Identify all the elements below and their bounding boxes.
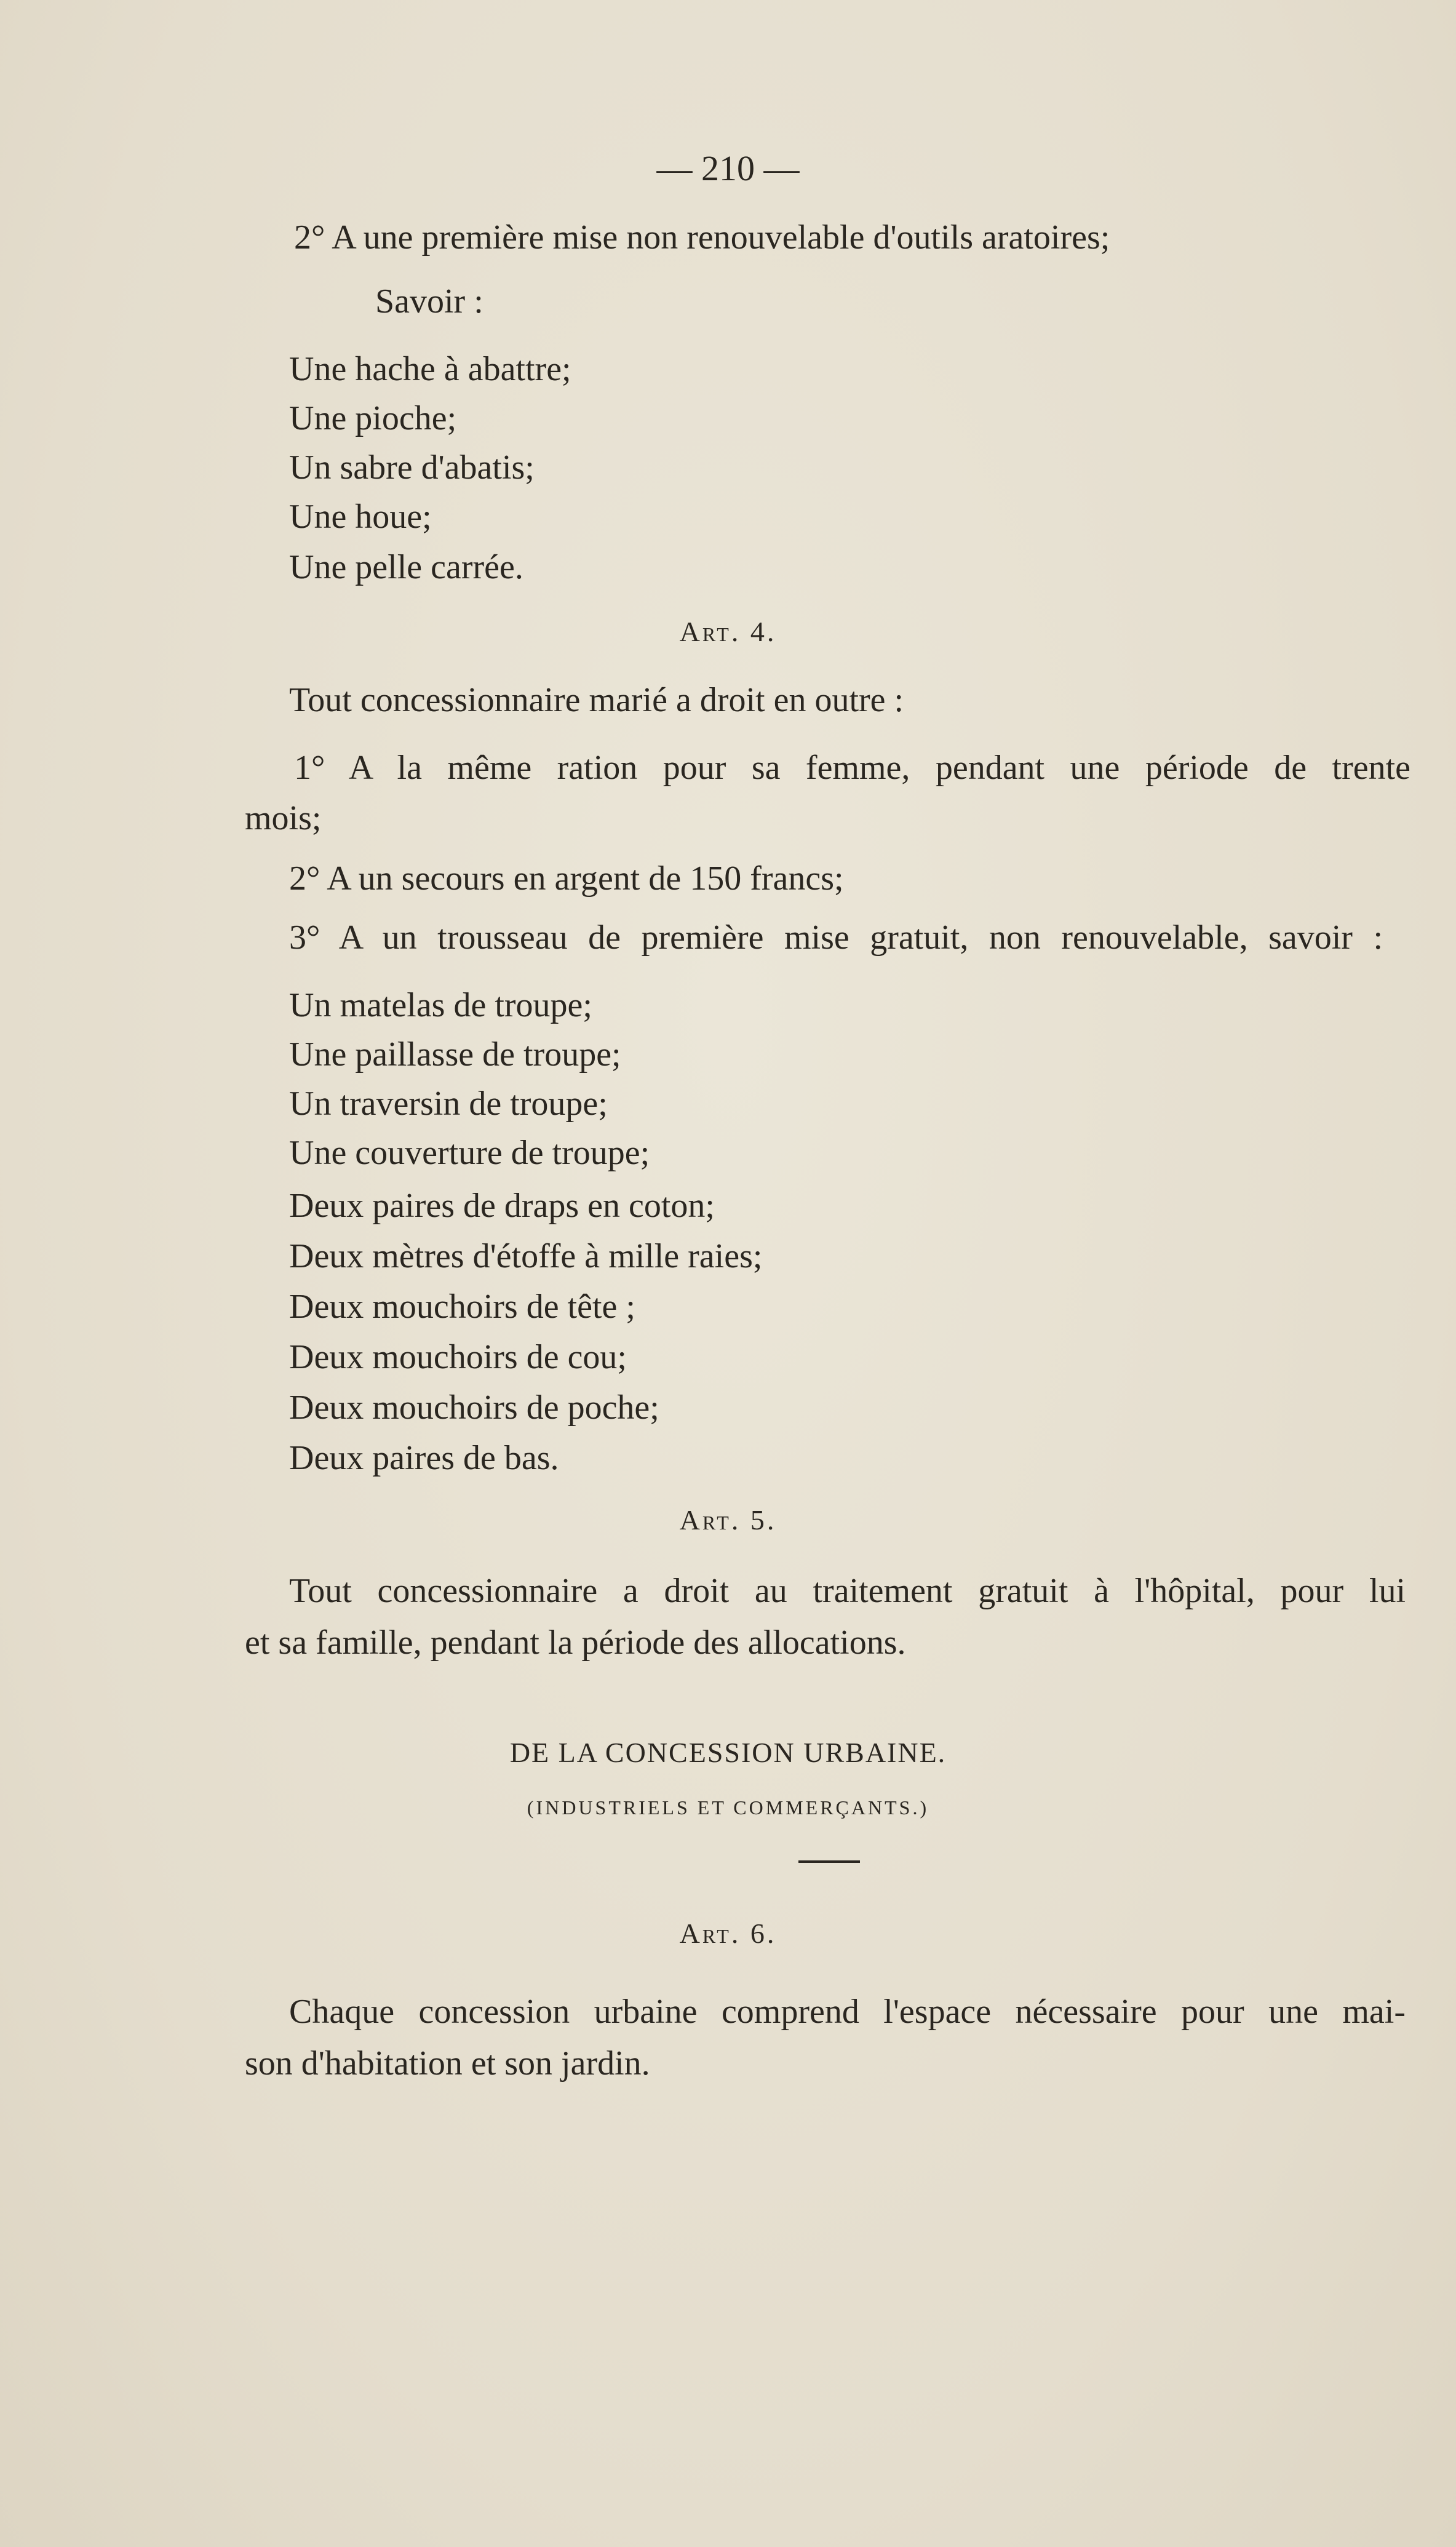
text-line: 1° A la même ration pour sa femme, pendant une période de trente	[294, 749, 1410, 787]
section-subtitle: (INDUSTRIELS ET COMMERÇANTS.)	[527, 1796, 929, 1819]
text-line: Chaque concession urbaine comprend l'espace nécessaire pour une mai-	[289, 1993, 1406, 2031]
list-item: Deux paires de bas.	[289, 1439, 559, 1477]
list-item: Une paillasse de troupe;	[289, 1035, 621, 1074]
list-item: Une pelle carrée.	[289, 548, 523, 586]
text-line: son d'habitation et son jardin.	[245, 2044, 650, 2083]
text-line: 2° A un secours en argent de 150 francs;	[289, 859, 844, 898]
list-item: Deux paires de draps en coton;	[289, 1187, 715, 1225]
list-item: Un matelas de troupe;	[289, 986, 592, 1024]
text-line: 3° A un trousseau de première mise gratuit, non renouvelable, savoir :	[289, 919, 1383, 957]
article-heading	[0, 615, 1456, 648]
list-item: Un sabre d'abatis;	[289, 448, 535, 487]
list-item: Une hache à abattre;	[289, 350, 571, 388]
text-line: 2° A une première mise non renouvelable d'outils aratoires;	[294, 218, 1110, 257]
list-item: Un traversin de troupe;	[289, 1085, 608, 1123]
text-line: Tout concessionnaire marié a droit en outre :	[289, 681, 904, 719]
page-number: — 210 —	[656, 148, 800, 188]
divider	[798, 1860, 860, 1863]
list-item: Deux mouchoirs de tête ;	[289, 1288, 635, 1326]
list-item: Une houe;	[289, 498, 432, 536]
list-item: Deux mouchoirs de cou;	[289, 1338, 627, 1376]
article-heading	[0, 1504, 1456, 1536]
article-label: Art. 5.	[679, 1504, 777, 1536]
article-heading	[0, 1917, 1456, 1950]
list-item: Deux mètres d'étoffe à mille raies;	[289, 1237, 763, 1275]
list-item: Une pioche;	[289, 399, 457, 437]
list-item: Deux mouchoirs de poche;	[289, 1389, 659, 1427]
section-title: DE LA CONCESSION URBAINE.	[509, 1737, 947, 1768]
text-line: mois;	[245, 799, 322, 837]
text-line: Tout concessionnaire a droit au traitement gratuit à l'hôpital, pour lui	[289, 1572, 1406, 1610]
text-line: et sa famille, pendant la période des allocations.	[245, 1624, 906, 1662]
list-item: Une couverture de troupe;	[289, 1134, 650, 1172]
text-line: Savoir :	[375, 282, 483, 321]
article-label: Art. 4.	[679, 616, 777, 647]
article-label: Art. 6.	[679, 1918, 777, 1949]
